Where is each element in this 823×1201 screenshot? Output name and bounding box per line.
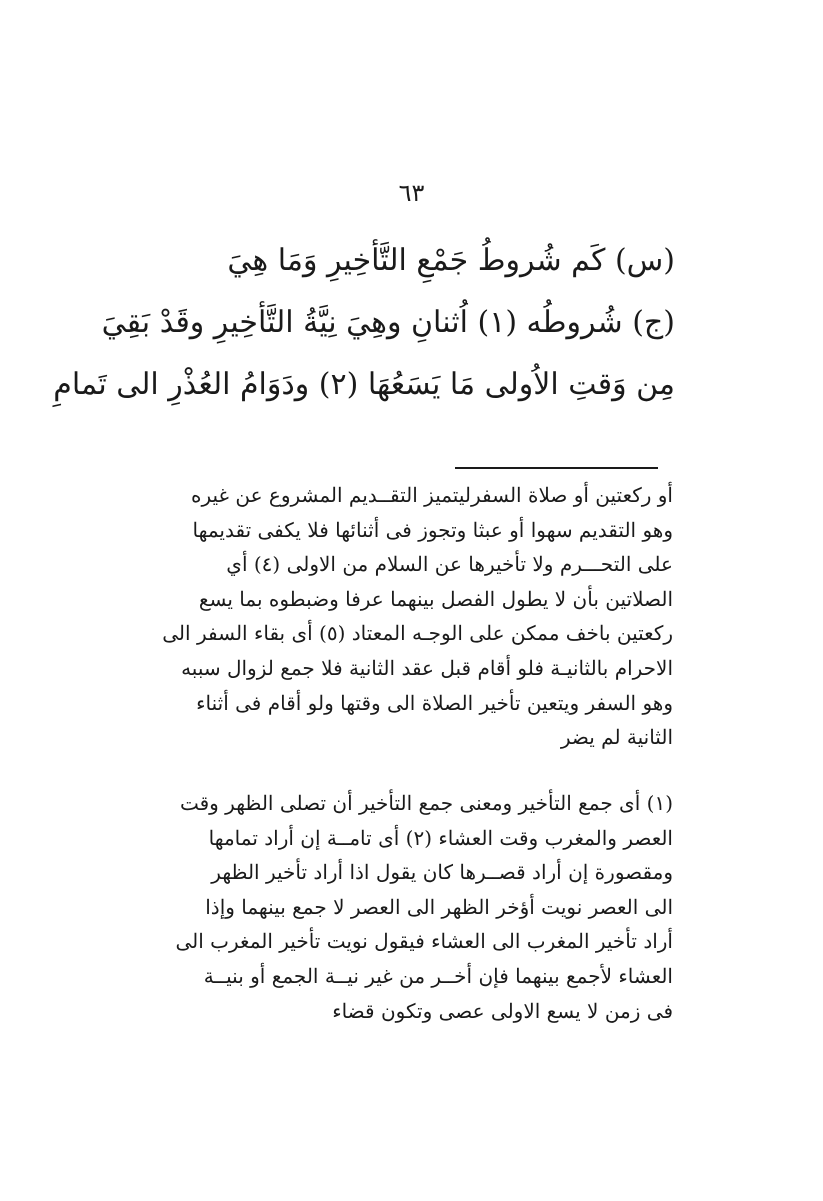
footnote-divider [455, 467, 658, 469]
footnote-line: فى زمن لا يسع الاولى عصى وتكون قضاء [332, 998, 673, 1023]
footnote-line: ومقصورة إن أراد قصــرها كان يقول اذا أراد تأخير الظهر [211, 860, 673, 885]
footnotes-current-page [128, 786, 673, 1028]
answer-line-1: (ج) شُروطُه (١) اُثنانِ وهِيَ نِيَّةُ التَّأخِيرِ وقَدْ بَقِيَ [101, 305, 675, 340]
page-number: ٦٣ [398, 179, 425, 207]
footnote-line: العصر والمغرب وقت العشاء (٢) أى تامــة إن أراد تمامها [208, 825, 673, 850]
footnote-line: وهو السفر ويتعين تأخير الصلاة الى وقتها ولو أقام فى أثناء [196, 690, 673, 715]
footnote-line: الثانية لم يضر [560, 725, 673, 750]
footnote-line: أو ركعتين أو صلاة السفرليتميز التقــديم المشروع عن غيره [191, 483, 673, 507]
footnote-line: الى العصر نويت أؤخر الظهر الى العصر لا جمع بينهما وإذا [205, 894, 673, 919]
footnote-line: ركعتين باخف ممكن على الوجـه المعتاد (٥) أى بقاء السفر الى [162, 621, 673, 646]
footnotes-continued [128, 478, 673, 755]
answer-line-2: مِن وَقتِ الاُولى مَا يَسَعُهَا (٢) ودَوَامُ العُذْرِ الى تَمامِ [53, 367, 675, 402]
main-text-block [53, 232, 675, 418]
footnote-line: على التحـــرم ولا تأخيرها عن السلام من الاولى (٤) أي [226, 552, 673, 577]
footnote-line: العشاء لأجمع بينهما فإن أخــر من غير نيــة الجمع أو بنيــة [203, 963, 673, 988]
question-line: (س) كَم شُروطُ جَمْعِ التَّأخِيرِ وَمَا هِيَ [227, 243, 675, 278]
footnote-line: الصلاتين بأن لا يطول الفصل بينهما عرفا وضبطوه بما يسع [198, 586, 673, 611]
footnote-line: (١) أى جمع التأخير ومعنى جمع التأخير أن تصلى الظهر وقت [179, 791, 673, 815]
footnote-line: الاحرام بالثانيـة فلو أقام قبل عقد الثانية فلا جمع لزوال سببه [181, 655, 673, 680]
footnote-line: أراد تأخير المغرب الى العشاء فيقول نويت تأخير المغرب الى [175, 929, 673, 954]
footnote-line: وهو التقديم سهوا أو عبثا وتجوز فى أثنائها فلا يكفى تقديمها [192, 517, 673, 542]
